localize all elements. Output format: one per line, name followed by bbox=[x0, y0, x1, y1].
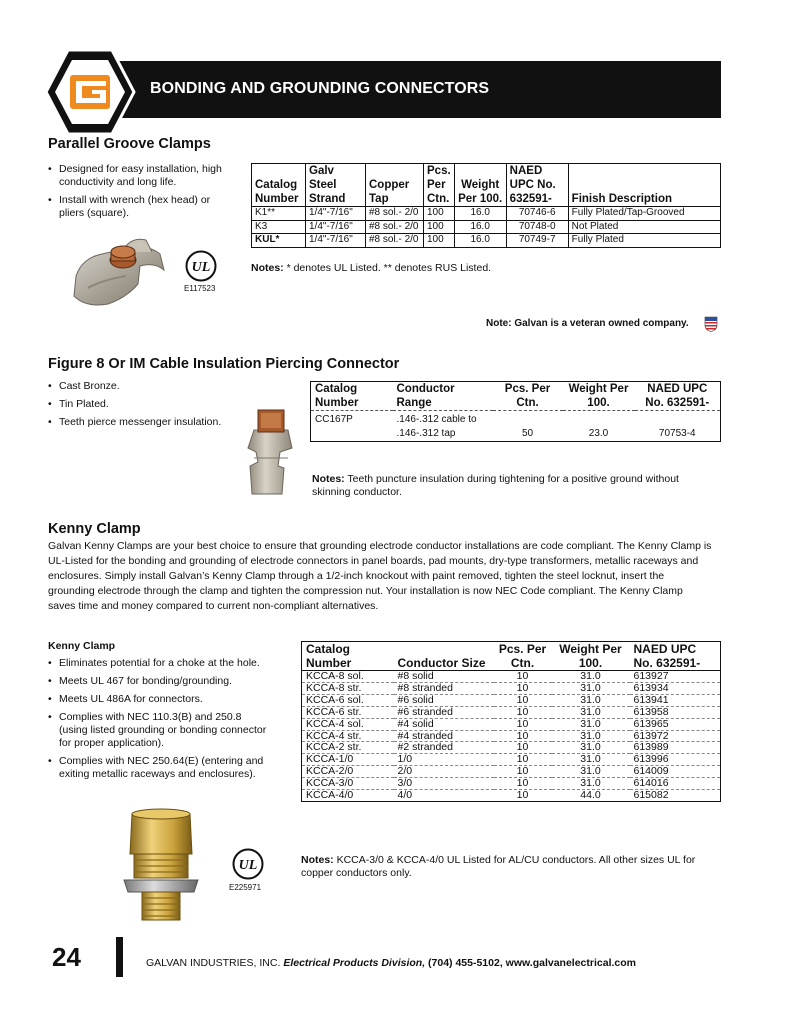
footer-contact: (704) 455-5102, www.galvanelectrical.com bbox=[425, 957, 636, 969]
galvan-logo-icon bbox=[44, 46, 136, 138]
piercing-connector-table bbox=[310, 381, 721, 442]
list-item: • Eliminates potential for a choke at the hole. bbox=[48, 657, 270, 670]
cell: 3/0 bbox=[394, 778, 494, 790]
table-row bbox=[302, 694, 721, 706]
cell: 1/4"-7/16" bbox=[306, 207, 366, 221]
cell: KCCA-2 str. bbox=[302, 742, 394, 754]
parallel-groove-table bbox=[251, 163, 721, 248]
col-header: Weight Per 100. bbox=[552, 642, 630, 671]
page-number: 24 bbox=[52, 942, 81, 972]
piercing-connector-notes bbox=[312, 473, 712, 499]
col-header: Pcs. Per Ctn. bbox=[424, 164, 455, 207]
col-header: NAED UPC No. 632591- bbox=[635, 382, 721, 411]
cell: KCCA-8 str. bbox=[302, 682, 394, 694]
table-row bbox=[302, 754, 721, 766]
table-row bbox=[302, 706, 721, 718]
cell: KCCA-4 sol. bbox=[302, 718, 394, 730]
cell: #4 stranded bbox=[394, 730, 494, 742]
cell: 16.0 bbox=[454, 220, 506, 234]
cell: 10 bbox=[494, 766, 552, 778]
table-row bbox=[311, 411, 721, 442]
svg-text:UL: UL bbox=[238, 858, 258, 873]
table-row bbox=[302, 671, 721, 683]
list-item: • Tin Plated. bbox=[48, 398, 248, 411]
kenny-clamp-bullets bbox=[48, 657, 270, 786]
footer-text bbox=[146, 957, 636, 969]
cell: K1** bbox=[252, 207, 306, 221]
list-item: • Cast Bronze. bbox=[48, 380, 248, 393]
american-flag-shield-icon bbox=[704, 316, 718, 332]
cell: KCCA-3/0 bbox=[302, 778, 394, 790]
cell: 613965 bbox=[630, 718, 721, 730]
cell: 613934 bbox=[630, 682, 721, 694]
page-title: BONDING AND GROUNDING CONNECTORS bbox=[150, 80, 490, 97]
table-row bbox=[302, 742, 721, 754]
cell: #8 sol.- 2/0 bbox=[366, 234, 424, 248]
cell: #8 sol.- 2/0 bbox=[366, 207, 424, 221]
ul-listed-icon bbox=[232, 848, 264, 880]
section-title-parallel-groove: Parallel Groove Clamps bbox=[48, 136, 211, 152]
cell: 613941 bbox=[630, 694, 721, 706]
col-header: Catalog Number bbox=[252, 164, 306, 207]
cell: 31.0 bbox=[552, 671, 630, 683]
cell: 10 bbox=[494, 694, 552, 706]
cell: 31.0 bbox=[552, 718, 630, 730]
figure-8-bullets bbox=[48, 380, 248, 434]
range-line: .146-.312 cable to bbox=[396, 414, 477, 425]
cell: 31.0 bbox=[552, 706, 630, 718]
list-item: • Complies with NEC 110.3(B) and 250.8 (using listed grounding or bonding connector for proper application). bbox=[48, 711, 270, 750]
cell: 614009 bbox=[630, 766, 721, 778]
notes-label: Notes: bbox=[251, 262, 284, 274]
cell: #8 solid bbox=[394, 671, 494, 683]
cell: 10 bbox=[494, 754, 552, 766]
col-header: Catalog Number bbox=[311, 382, 393, 411]
cell: 44.0 bbox=[580, 789, 601, 802]
parallel-groove-bullets bbox=[48, 163, 233, 225]
footer-division: Electrical Products Division, bbox=[283, 957, 426, 969]
table-row bbox=[302, 682, 721, 694]
veteran-note: Note: Galvan is a veteran owned company. bbox=[486, 318, 689, 329]
cell: #6 stranded bbox=[394, 706, 494, 718]
cell: 10 bbox=[494, 706, 552, 718]
cell: 613996 bbox=[630, 754, 721, 766]
section-title-figure-8: Figure 8 Or IM Cable Insulation Piercing Connector bbox=[48, 356, 400, 372]
cell: 31.0 bbox=[552, 694, 630, 706]
cell: 10 bbox=[494, 718, 552, 730]
list-item: • Install with wrench (hex head) or pliers (square). bbox=[48, 194, 233, 220]
notes-text: KCCA-3/0 & KCCA-4/0 UL Listed for AL/CU conductors. All other sizes UL for copper conductors only. bbox=[301, 854, 696, 879]
cell: KCCA-6 sol. bbox=[302, 694, 394, 706]
cell: KCCA-4 str. bbox=[302, 730, 394, 742]
cell: 50 bbox=[521, 428, 534, 439]
col-header: NAED UPC No. 632591- bbox=[506, 164, 568, 207]
range-line: .146-.312 tap bbox=[396, 428, 456, 439]
cell: 70748-0 bbox=[506, 220, 568, 234]
table-row bbox=[302, 718, 721, 730]
table-row bbox=[302, 766, 721, 778]
col-header: Conductor Size bbox=[394, 642, 494, 671]
cell: 31.0 bbox=[552, 754, 630, 766]
table-row bbox=[302, 790, 721, 802]
cell: 70753-4 bbox=[658, 428, 696, 439]
col-header: Pcs. Per Ctn. bbox=[493, 382, 563, 411]
notes-label: Notes: bbox=[301, 854, 334, 866]
cell: 31.0 bbox=[552, 778, 630, 790]
cell: 31.0 bbox=[552, 766, 630, 778]
cell: 10 bbox=[494, 730, 552, 742]
cell: 613989 bbox=[630, 742, 721, 754]
cell: 615082 bbox=[633, 789, 669, 802]
cell: KUL* bbox=[252, 234, 306, 248]
cell: #2 stranded bbox=[394, 742, 494, 754]
cell: 70746-6 bbox=[506, 207, 568, 221]
col-header: Galv Steel Strand bbox=[306, 164, 366, 207]
cell: 1/0 bbox=[394, 754, 494, 766]
parallel-groove-clamp-image bbox=[68, 232, 172, 310]
list-item: • Complies with NEC 250.64(E) (entering and exiting metallic raceways and enclosures). bbox=[48, 755, 270, 781]
cell: 100 bbox=[424, 220, 455, 234]
cell: 613958 bbox=[630, 706, 721, 718]
notes-label: Notes: bbox=[312, 473, 345, 485]
table-row bbox=[302, 778, 721, 790]
col-header: Conductor Range bbox=[393, 382, 493, 411]
list-item: • Meets UL 467 for bonding/grounding. bbox=[48, 675, 270, 688]
col-header: Weight Per 100. bbox=[563, 382, 635, 411]
col-header: Finish Description bbox=[568, 164, 720, 207]
cell: 10 bbox=[494, 682, 552, 694]
cell: #6 solid bbox=[394, 694, 494, 706]
cell: 10 bbox=[494, 742, 552, 754]
col-header: Pcs. Per Ctn. bbox=[494, 642, 552, 671]
notes-text: Teeth puncture insulation during tightening for a positive ground without skinning conductor. bbox=[312, 473, 679, 498]
cell: 16.0 bbox=[454, 234, 506, 248]
cell: 23.0 bbox=[588, 428, 609, 439]
list-item: • Meets UL 486A for connectors. bbox=[48, 693, 270, 706]
cell: 100 bbox=[424, 207, 455, 221]
col-header: NAED UPC No. 632591- bbox=[630, 642, 721, 671]
kenny-clamp-table bbox=[301, 641, 721, 802]
ul-file-number: E117523 bbox=[184, 284, 216, 293]
cell: 70749-7 bbox=[506, 234, 568, 248]
cell: Fully Plated/Tap-Grooved bbox=[568, 207, 720, 221]
cell: 31.0 bbox=[552, 730, 630, 742]
piercing-connector-image bbox=[244, 406, 298, 498]
cell bbox=[393, 411, 493, 442]
list-item: • Designed for easy installation, high conductivity and long life. bbox=[48, 163, 233, 189]
section-title-kenny-clamp: Kenny Clamp bbox=[48, 521, 141, 537]
cell: #4 solid bbox=[394, 718, 494, 730]
cell: 613972 bbox=[630, 730, 721, 742]
page-number-divider bbox=[116, 937, 123, 977]
cell: 10 bbox=[516, 789, 529, 802]
kenny-clamp-notes bbox=[301, 854, 721, 880]
table-row bbox=[302, 730, 721, 742]
cell: 16.0 bbox=[454, 207, 506, 221]
cell: 1/4"-7/16" bbox=[306, 220, 366, 234]
cell: CC167P bbox=[315, 414, 353, 425]
table-row bbox=[252, 207, 721, 221]
footer-company: GALVAN INDUSTRIES, INC. bbox=[146, 957, 284, 969]
cell: KCCA-4/0 bbox=[306, 789, 354, 802]
list-item: • Teeth pierce messenger insulation. bbox=[48, 416, 248, 429]
cell: #8 sol.- 2/0 bbox=[366, 220, 424, 234]
col-header: Catalog Number bbox=[302, 642, 394, 671]
cell: 613927 bbox=[630, 671, 721, 683]
svg-text:UL: UL bbox=[191, 260, 211, 275]
cell: K3 bbox=[252, 220, 306, 234]
ul-file-number: E225971 bbox=[229, 883, 262, 892]
kenny-clamp-subtitle: Kenny Clamp bbox=[48, 640, 116, 652]
col-header: Copper Tap bbox=[366, 164, 424, 207]
cell: 100 bbox=[424, 234, 455, 248]
cell: 1/4"-7/16" bbox=[306, 234, 366, 248]
cell: Not Plated bbox=[568, 220, 720, 234]
cell: KCCA-6 str. bbox=[302, 706, 394, 718]
cell: 2/0 bbox=[394, 766, 494, 778]
table-row bbox=[252, 220, 721, 234]
cell: 614016 bbox=[630, 778, 721, 790]
cell: KCCA-2/0 bbox=[302, 766, 394, 778]
cell: #8 stranded bbox=[394, 682, 494, 694]
cell: 10 bbox=[494, 778, 552, 790]
col-header: Weight Per 100. bbox=[454, 164, 506, 207]
ul-listed-icon bbox=[185, 250, 217, 282]
notes-text: * denotes UL Listed. ** denotes RUS Listed. bbox=[283, 262, 492, 274]
cell: 10 bbox=[494, 671, 552, 683]
cell: KCCA-8 sol. bbox=[302, 671, 394, 683]
cell: 31.0 bbox=[552, 682, 630, 694]
parallel-groove-notes bbox=[251, 262, 721, 275]
cell: KCCA-1/0 bbox=[302, 754, 394, 766]
kenny-clamp-description: Galvan Kenny Clamps are your best choice to ensure that grounding electrode conductor installations are code compliant. The Kenny Clamp is UL-Listed for the bonding and grounding of electrode connectors in panel boards, pad mounts, dry-type transformers, metallic raceways and enclosures. Simply install Galvan’s Kenny Clamp through a 1/2-inch knockout with paint removed, tighten the steel locknut, insert the grounding electrode through the clamp and tighten the compression nut. Your installation is now NEC Code compliant. The Kenny Clamp saves time and money compared to current non-compliant alternatives. bbox=[48, 540, 712, 612]
cell: 4/0 bbox=[397, 789, 413, 802]
cell: 31.0 bbox=[552, 742, 630, 754]
table-row bbox=[252, 234, 721, 248]
kenny-clamp-image bbox=[118, 806, 204, 924]
cell: Fully Plated bbox=[568, 234, 720, 248]
